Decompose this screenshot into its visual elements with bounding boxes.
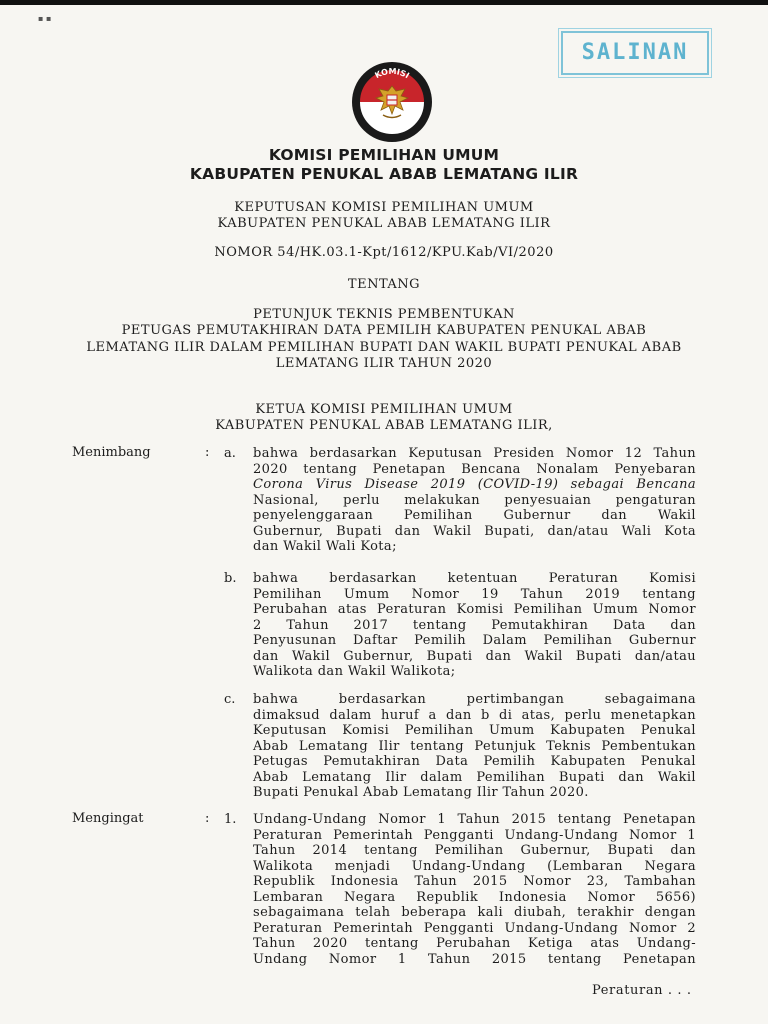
logo-top-text: KOMISI: [373, 66, 411, 81]
page-continuation: Peraturan . . .: [592, 983, 692, 998]
paragraph-line: Tahun 2020 tentang Perubahan Ketiga atas Undang-: [253, 936, 696, 951]
paragraph-line: bahwa berdasarkan Keputusan Presiden Nomor 12 Tahun: [253, 446, 696, 461]
menimbang-label: Menimbang: [72, 445, 151, 460]
mengingat-colon: :: [205, 811, 210, 826]
institution-line-2: KABUPATEN PENUKAL ABAB LEMATANG ILIR: [189, 165, 579, 183]
paragraph-line: bahwa berdasarkan pertimbangan sebagaimana: [253, 692, 696, 707]
kpu-logo: [350, 60, 434, 144]
decision-subject: [0, 307, 768, 373]
mengingat-label: Mengingat: [72, 811, 144, 826]
menimbang-item-a: [253, 446, 696, 555]
scan-speck: ▪ ▪: [38, 14, 52, 23]
paragraph-line: dimaksud dalam huruf a dan b di atas, perlu menetapkan: [253, 707, 696, 723]
item-marker: a.: [224, 446, 236, 461]
chair-heading: [0, 402, 768, 435]
paragraph-line: Bupati Penukal Abab Lematang Ilir Tahun 2020.: [253, 785, 589, 800]
subject-line: PETUGAS PEMUTAKHIRAN DATA PEMILIH KABUPATEN PENUKAL ABAB: [121, 323, 647, 339]
menimbang-item-b: [253, 571, 696, 680]
decision-line-2: KABUPATEN PENUKAL ABAB LEMATANG ILIR: [217, 216, 551, 232]
paragraph-line: 2 Tahun 2017 tentang Pemutakhiran Data dan: [253, 617, 696, 633]
scan-edge: [0, 0, 768, 5]
menimbang-colon: :: [205, 445, 210, 460]
institution-title: [0, 146, 768, 184]
paragraph-line: Republik Indonesia Tahun 2015 Nomor 23, Tambahan: [253, 874, 696, 889]
paragraph-line: Petugas Pemutakhiran Data Pemilih Kabupaten Penukal: [253, 754, 696, 769]
tentang-heading: TENTANG: [347, 277, 421, 292]
paragraph-line: Undang-Undang Nomor 1 Tahun 2015 tentang Penetapan: [253, 812, 696, 827]
paragraph-line: Walikota dan Wakil Walikota;: [253, 664, 456, 679]
subject-line: PETUNJUK TEKNIS PEMBENTUKAN: [253, 307, 515, 322]
chair-line-2: KABUPATEN PENUKAL ABAB LEMATANG ILIR,: [215, 418, 553, 434]
logo-bottom-text: PEMILIHAN UMUM: [362, 110, 422, 136]
institution-line-1: KOMISI PEMILIHAN UMUM: [268, 146, 500, 164]
paragraph-line: Perubahan atas Peraturan Komisi Pemilihan Umum Nomor: [253, 602, 696, 617]
menimbang-item-c: [253, 692, 696, 801]
paragraph-line: Abab Lematang Ilir dalam Pemilihan Bupati dan Wakil: [253, 769, 696, 785]
paragraph-line: dan Wakil Wali Kota;: [253, 539, 397, 554]
subject-line: LEMATANG ILIR DALAM PEMILIHAN BUPATI DAN WAKIL BUPATI PENUKAL ABAB: [86, 339, 682, 355]
subject-line: LEMATANG ILIR TAHUN 2020: [275, 356, 493, 372]
paragraph-line: dan Wakil Gubernur, Bupati dan Wakil Bupati dan/atau: [253, 648, 696, 664]
decision-line-1: KEPUTUSAN KOMISI PEMILIHAN UMUM: [234, 200, 534, 215]
paragraph-line: sebagaimana telah beberapa kali diubah, terakhir dengan: [253, 905, 696, 920]
paragraph-line: bahwa berdasarkan ketentuan Peraturan Komisi: [253, 571, 696, 586]
salinan-stamp: SALINAN: [561, 31, 709, 75]
paragraph-line: Undang Nomor 1 Tahun 2015 tentang Penetapan: [253, 951, 696, 967]
paragraph-line: Walikota menjadi Undang-Undang (Lembaran Negara: [253, 858, 696, 874]
chair-line-1: KETUA KOMISI PEMILIHAN UMUM: [255, 402, 513, 417]
item-marker: c.: [224, 692, 236, 707]
paragraph-line: Nasional, perlu melakukan penyesuaian pengaturan: [253, 492, 696, 508]
item-marker: 1.: [224, 812, 237, 827]
decision-title: [0, 200, 768, 233]
paragraph-line: Keputusan Komisi Pemilihan Umum Kabupaten Penukal: [253, 723, 696, 738]
mengingat-item-1: [253, 812, 696, 967]
paragraph-line: 2020 tentang Penetapan Bencana Nonalam Penyebaran: [253, 461, 696, 477]
paragraph-line: Pemilihan Umum Nomor 19 Tahun 2019 tentang: [253, 586, 696, 602]
paragraph-line: Penyusunan Daftar Pemilih Dalam Pemilihan Gubernur: [253, 633, 696, 648]
paragraph-line: penyelenggaraan Pemilihan Gubernur dan Wakil: [253, 508, 696, 523]
paragraph-line: Abab Lematang Ilir tentang Petunjuk Teknis Pembentukan: [253, 738, 696, 754]
paragraph-line: Tahun 2014 tentang Pemilihan Gubernur, Bupati dan: [253, 843, 696, 858]
paragraph-line: Gubernur, Bupati dan Wakil Bupati, dan/atau Wali Kota: [253, 523, 696, 539]
decision-number: NOMOR 54/HK.03.1-Kpt/1612/KPU.Kab/VI/2020: [214, 245, 554, 260]
paragraph-line: Lembaran Negara Republik Indonesia Nomor 5656): [253, 889, 696, 905]
paragraph-line: Peraturan Pemerintah Pengganti Undang-Undang Nomor 1: [253, 827, 696, 843]
paragraph-line: Peraturan Pemerintah Pengganti Undang-Undang Nomor 2: [253, 920, 696, 936]
item-marker: b.: [224, 571, 237, 586]
paragraph-line: Corona Virus Disease 2019 (COVID-19) sebagai Bencana: [253, 477, 696, 492]
